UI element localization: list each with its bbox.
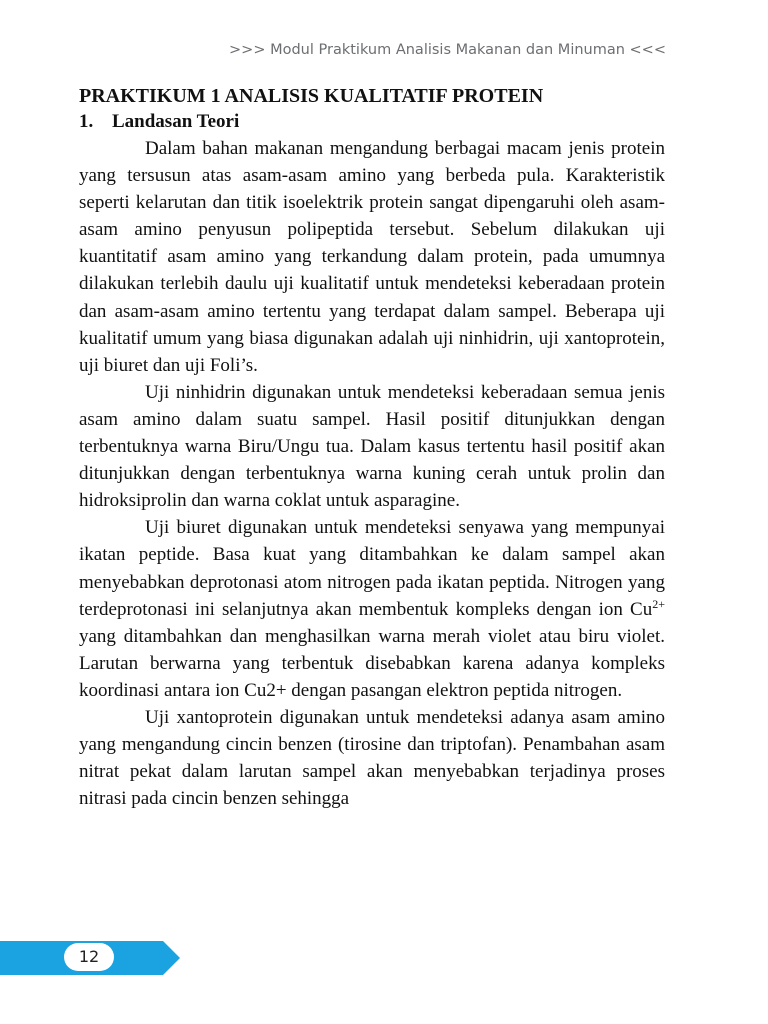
section-title: Landasan Teori [112, 111, 240, 132]
biuret-text-end: yang ditambahkan dan menghasilkan warna merah violet atau biru violet. Larutan berwarna yang terbentuk disebabkan karena adanya kompleks koordinasi antara ion Cu2+ dengan pasangan elektron peptida nitrogen. [79, 625, 665, 701]
paragraph-xantoprotein: Uji xantoprotein digunakan untuk mendeteksi adanya asam amino yang mengandung cincin benzen (tirosine dan triptofan). Penambahan asam nitrat pekat dalam larutan sampel akan menyebabkan terjadinya proses nitrasi pada cincin benzen sehingga [79, 706, 665, 810]
biuret-text-start: Uji biuret digunakan untuk mendeteksi senyawa yang mempunyai ikatan peptide. Basa kuat yang ditambahkan ke dalam sampel akan menyebabkan deprotonasi atom nitrogen pada ikatan peptida. Nitrogen yang terdeprotonasi ini selanjutnya akan membentuk kompleks dengan ion Cu [79, 517, 665, 620]
section-number: 1. [79, 111, 94, 132]
section-heading [79, 109, 665, 135]
page-number: 12 [64, 943, 114, 971]
running-header: >>> Modul Praktikum Analisis Makanan dan Minuman <<< [229, 42, 666, 58]
paragraph-intro: Dalam bahan makanan mengandung berbagai macam jenis protein yang tersusun atas asam-asam amino yang berbeda pula. Karakteristik seperti kelarutan dan titik isoelektrik protein sangat dipengaruhi oleh asam-asam amino penyusun polipeptida tersebut. Sebelum dilakukan uji kuantitatif asam amino yang terkandung dalam protein, pada umumnya dilakukan terlebih daulu uji kualitatif untuk mendeteksi keberadaan protein dan asam-asam amino tertentu yang terdapat dalam sampel. Beberapa uji kualitatif umum yang biasa digunakan adalah uji ninhidrin, uji xantoprotein, uji biuret dan uji Foli’s. [79, 138, 665, 376]
charge-superscript: 2+ [652, 596, 665, 611]
page-content [79, 83, 665, 812]
paragraph-biuret [79, 514, 665, 704]
paragraph-ninhidrin: Uji ninhidrin digunakan untuk mendeteksi keberadaan semua jenis asam amino dalam suatu sampel. Hasil positif ditunjukkan dengan terbentuknya warna Biru/Ungu tua. Dalam kasus tertentu hasil positif akan ditunjukkan dengan terbentuknya warna kuning cerah untuk prolin dan hidroksiprolin dan warna coklat untuk asparagine. [79, 381, 665, 512]
chapter-title: PRAKTIKUM 1 ANALISIS KUALITATIF PROTEIN [79, 85, 544, 107]
